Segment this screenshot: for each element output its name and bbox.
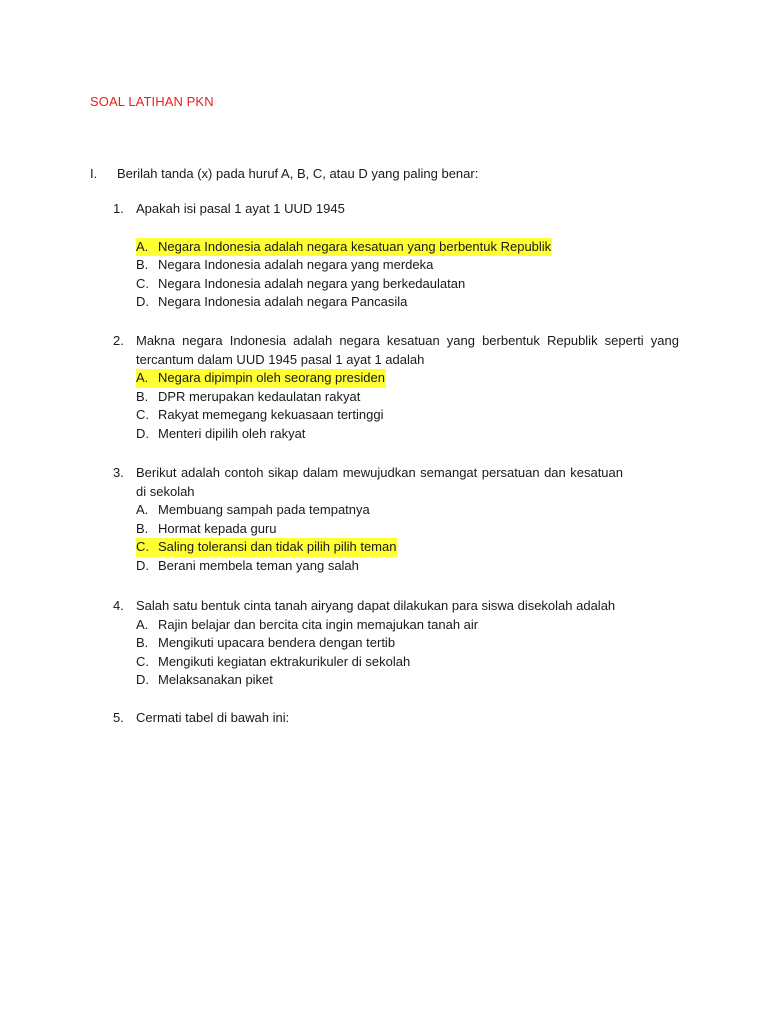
option-text: Rakyat memegang kekuasaan tertinggi: [158, 407, 384, 422]
option-letter: D.: [136, 672, 149, 687]
option-c: [136, 538, 679, 557]
option-text: DPR merupakan kedaulatan rakyat: [158, 388, 361, 404]
option-letter: C.: [136, 407, 149, 422]
option-text: Saling toleransi dan tidak pilih pilih teman: [158, 539, 397, 554]
answer-highlight: [136, 238, 552, 257]
option-text: Hormat kepada guru: [158, 520, 277, 536]
option-c: [136, 653, 679, 672]
option-letter: D.: [136, 557, 149, 573]
option-letter: B.: [136, 635, 149, 650]
option-letter: C.: [136, 653, 149, 669]
option-letter: C.: [136, 275, 149, 291]
option-c: [136, 406, 679, 425]
option-text: Melaksanakan piket: [158, 672, 273, 687]
option-text: Negara dipimpin oleh seorang presiden: [158, 370, 385, 385]
option-letter: B.: [136, 257, 149, 272]
option-b: [136, 520, 679, 539]
question-3: [113, 464, 679, 575]
question-number: 4.: [113, 598, 124, 613]
option-text: Negara Indonesia adalah negara Pancasila: [158, 294, 408, 309]
option-b: [136, 256, 679, 275]
option-letter: C.: [136, 539, 149, 554]
section-number: I.: [90, 166, 98, 181]
question-4: [113, 597, 679, 690]
option-c: [136, 275, 679, 294]
option-d: [136, 425, 679, 444]
question-text: Berikut adalah contoh sikap dalam mewujudkan semangat persatuan dan kesatuan di sekolah: [136, 465, 623, 499]
option-letter: A.: [136, 370, 149, 385]
option-d: [136, 293, 679, 312]
option-d: [136, 671, 679, 690]
option-text: Rajin belajar dan bercita cita ingin memajukan tanah air: [158, 616, 479, 632]
option-letter: B.: [136, 388, 149, 404]
question-text: Apakah isi pasal 1 ayat 1 UUD 1945: [136, 201, 345, 216]
option-a: [136, 616, 679, 635]
option-letter: D.: [136, 294, 149, 309]
question-text: Makna negara Indonesia adalah negara kesatuan yang berbentuk Republik seperti yang tercantum dalam UUD 1945 pasal 1 ayat 1 adalah: [136, 333, 679, 367]
option-b: [136, 634, 679, 653]
option-text: Mengikuti kegiatan ektrakurikuler di sekolah: [158, 653, 411, 669]
option-letter: B.: [136, 520, 149, 536]
question-number: 3.: [113, 465, 124, 480]
option-a: [136, 238, 679, 257]
option-a: [136, 369, 679, 388]
question-text: Cermati tabel di bawah ini:: [136, 710, 290, 725]
question-text: Salah satu bentuk cinta tanah airyang dapat dilakukan para siswa disekolah adalah: [136, 598, 616, 613]
page-title: SOAL LATIHAN PKN: [90, 94, 214, 109]
option-letter: A.: [136, 238, 149, 254]
answer-highlight: [136, 538, 397, 557]
question-1: [113, 200, 679, 312]
section-instruction: [90, 165, 690, 183]
option-letter: D.: [136, 425, 149, 441]
option-text: Membuang sampah pada tempatnya: [158, 502, 370, 517]
option-b: [136, 388, 679, 407]
answer-highlight: [136, 369, 386, 388]
question-number: 1.: [113, 201, 124, 216]
option-letter: A.: [136, 502, 149, 517]
question-number: 5.: [113, 710, 124, 725]
option-letter: A.: [136, 616, 149, 632]
question-2: [113, 332, 679, 443]
option-text: Menteri dipilih oleh rakyat: [158, 425, 306, 441]
section-instruction-text: Berilah tanda (x) pada huruf A, B, C, atau D yang paling benar:: [117, 166, 479, 181]
question-number: 2.: [113, 333, 124, 348]
option-text: Mengikuti upacara bendera dengan tertib: [158, 635, 396, 650]
option-text: Berani membela teman yang salah: [158, 557, 359, 573]
option-text: Negara Indonesia adalah negara kesatuan yang berbentuk Republik: [158, 238, 552, 254]
option-a: [136, 501, 679, 520]
option-d: [136, 557, 679, 576]
option-text: Negara Indonesia adalah negara yang merdeka: [158, 257, 434, 272]
question-5: [113, 709, 679, 728]
option-text: Negara Indonesia adalah negara yang berkedaulatan: [158, 275, 466, 291]
